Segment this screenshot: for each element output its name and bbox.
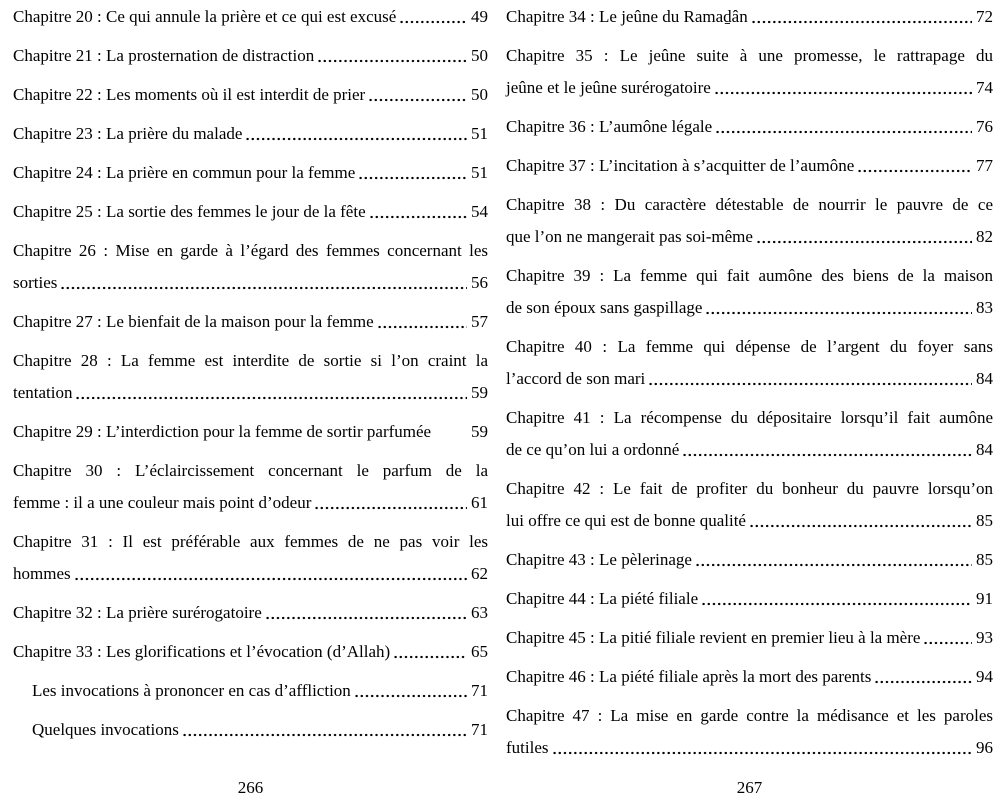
toc-entry-page-number: 94 (976, 667, 993, 686)
toc-entry-page-number: 71 (471, 720, 488, 739)
dot-leader (354, 675, 467, 707)
toc-entry (13, 196, 488, 228)
page-number-right: 267 (736, 778, 763, 797)
toc-entry-wrapped-line: Chapitre 47 : La mise en garde contre la médisance et les paroles (506, 706, 993, 725)
dot-leader (923, 622, 972, 654)
toc-entry-wrapped-line: Chapitre 39 : La femme qui fait aumône des biens de la maison (506, 266, 993, 285)
toc-entry (13, 526, 488, 590)
toc-entry (506, 150, 993, 182)
dot-leader (695, 544, 972, 576)
toc-entry-final-line (506, 583, 993, 615)
dot-leader (314, 487, 467, 519)
toc-entry-title: Chapitre 44 : La piété filiale (506, 589, 699, 608)
toc-entry (13, 157, 488, 189)
toc-entry-final-line (13, 196, 488, 228)
toc-entry-final-line (13, 636, 488, 668)
toc-entry-page-number: 62 (471, 564, 488, 583)
toc-entry-final-line (13, 597, 488, 629)
toc-entry-page-number: 50 (471, 85, 488, 104)
toc-entry-page-number: 72 (976, 7, 993, 26)
toc-entries-left (13, 0, 488, 746)
toc-entry-page-number: 49 (471, 7, 488, 26)
toc-entry (13, 118, 488, 150)
page-number-left: 266 (237, 778, 264, 797)
toc-entry (13, 1, 488, 33)
toc-entry-wrapped-line: Chapitre 38 : Du caractère détestable de nourrir le pauvre de ce (506, 195, 993, 214)
toc-entry-page-number: 57 (471, 312, 488, 331)
toc-entry-final-line (13, 157, 488, 189)
toc-entry-title: lui offre ce qui est de bonne qualité (506, 511, 746, 530)
toc-entry-final-line (32, 675, 488, 707)
toc-entry (506, 661, 993, 693)
toc-entry-page-number: 85 (976, 511, 993, 530)
dot-leader (317, 40, 467, 72)
toc-entry-final-line (13, 487, 488, 519)
toc-entry (13, 416, 488, 448)
toc-entry-title: sorties (13, 273, 58, 292)
toc-entry (506, 260, 993, 324)
dot-leader (358, 157, 467, 189)
toc-page-266 (13, 0, 488, 812)
dot-leader (648, 363, 972, 395)
toc-entries-right (506, 0, 993, 764)
toc-entry-title: Chapitre 46 : La piété filiale après la mort des parents (506, 667, 872, 686)
toc-entry-final-line (506, 72, 993, 104)
toc-entry-page-number: 61 (471, 493, 488, 512)
toc-entry (506, 700, 993, 764)
toc-entry (13, 79, 488, 111)
toc-entry (13, 235, 488, 299)
toc-entry-final-line (13, 558, 488, 590)
toc-entry-final-line (506, 661, 993, 693)
toc-entry-wrapped-line: Chapitre 26 : Mise en garde à l’égard des femmes concernant les (13, 241, 488, 260)
toc-entry-title: femme : il a une couleur mais point d’odeur (13, 493, 312, 512)
toc-entry-page-number: 77 (976, 156, 993, 175)
toc-entry-title: Chapitre 21 : La prosternation de distraction (13, 46, 315, 65)
dot-leader (60, 267, 467, 299)
toc-entry-final-line (13, 1, 488, 33)
toc-entry-page-number: 54 (471, 202, 488, 221)
dot-leader (74, 558, 467, 590)
toc-entry-final-line (506, 221, 993, 253)
toc-entry-title: de ce qu’on lui a ordonné (506, 440, 680, 459)
toc-entry-final-line (506, 292, 993, 324)
toc-entry-final-line (13, 416, 488, 448)
toc-entry (13, 455, 488, 519)
toc-entry-page-number: 71 (471, 681, 488, 700)
toc-entry (13, 597, 488, 629)
toc-entry (13, 675, 488, 707)
toc-entry-page-number: 51 (471, 163, 488, 182)
toc-entry-page-number: 65 (471, 642, 488, 661)
toc-entry (506, 189, 993, 253)
toc-entry-page-number: 76 (976, 117, 993, 136)
toc-entry-title: Chapitre 34 : Le jeûne du Ramaḏân (506, 7, 748, 26)
toc-entry-final-line (506, 544, 993, 576)
toc-entry-title: Chapitre 25 : La sortie des femmes le jour de la fête (13, 202, 366, 221)
toc-entry-wrapped-line: Chapitre 42 : Le fait de profiter du bonheur du pauvre lorsqu’on (506, 479, 993, 498)
toc-entry-title: Chapitre 23 : La prière du malade (13, 124, 243, 143)
toc-entry-wrapped-line: Chapitre 40 : La femme qui dépense de l’argent du foyer sans (506, 337, 993, 356)
toc-entry-final-line (13, 306, 488, 338)
toc-entry-title: Chapitre 37 : L’incitation à s’acquitter de l’aumône (506, 156, 855, 175)
dot-leader (874, 661, 972, 693)
toc-entry-page-number: 85 (976, 550, 993, 569)
dot-leader (399, 1, 467, 33)
toc-entry (506, 544, 993, 576)
toc-entry-title: tentation (13, 383, 73, 402)
toc-entry-final-line (506, 622, 993, 654)
toc-entry-wrapped-line: Chapitre 31 : Il est préférable aux femmes de ne pas voir les (13, 532, 488, 551)
dot-leader (368, 79, 467, 111)
toc-entry-title: Chapitre 32 : La prière surérogatoire (13, 603, 262, 622)
toc-entry-title: l’accord de son mari (506, 369, 646, 388)
toc-entry-title: Chapitre 45 : La pitié filiale revient en premier lieu à la mère (506, 628, 921, 647)
dot-leader (552, 732, 973, 764)
toc-entry-page-number: 51 (471, 124, 488, 143)
toc-entry (506, 622, 993, 654)
dot-leader (75, 377, 467, 409)
toc-page-267 (506, 0, 993, 812)
dot-leader (182, 714, 467, 746)
toc-entry-page-number: 56 (471, 273, 488, 292)
toc-entry-title: Les invocations à prononcer en cas d’affliction (32, 681, 351, 700)
toc-entry (506, 331, 993, 395)
dot-leader (265, 597, 467, 629)
toc-entry (506, 473, 993, 537)
toc-entry (13, 714, 488, 746)
toc-entry-final-line (506, 505, 993, 537)
dot-leader (715, 111, 972, 143)
toc-entry-page-number: 63 (471, 603, 488, 622)
toc-entry-title: Chapitre 22 : Les moments où il est interdit de prier (13, 85, 366, 104)
toc-entry-page-number: 59 (471, 383, 488, 402)
dot-leader (705, 292, 972, 324)
toc-entry-final-line (13, 40, 488, 72)
toc-entry-final-line (13, 118, 488, 150)
toc-entry-final-line (13, 377, 488, 409)
toc-entry-final-line (13, 79, 488, 111)
toc-entry (13, 306, 488, 338)
toc-entry-page-number: 74 (976, 78, 993, 97)
toc-entry-title: Chapitre 36 : L’aumône légale (506, 117, 713, 136)
toc-entry-final-line (506, 150, 993, 182)
toc-entry-page-number: 84 (976, 369, 993, 388)
toc-entry-title: Chapitre 33 : Les glorifications et l’évocation (d’Allah) (13, 642, 391, 661)
toc-entry-title: que l’on ne mangerait pas soi-même (506, 227, 753, 246)
toc-entry-title: jeûne et le jeûne surérogatoire (506, 78, 711, 97)
toc-entry-final-line (506, 1, 993, 33)
toc-entry (506, 583, 993, 615)
toc-entry-final-line (506, 434, 993, 466)
dot-leader (756, 221, 972, 253)
toc-entry (13, 345, 488, 409)
toc-entry-wrapped-line: Chapitre 30 : L’éclaircissement concernant le parfum de la (13, 461, 488, 480)
toc-entry (506, 1, 993, 33)
toc-entry-page-number: 82 (976, 227, 993, 246)
toc-entry (506, 402, 993, 466)
toc-entry-wrapped-line: Chapitre 35 : Le jeûne suite à une promesse, le rattrapage du (506, 46, 993, 65)
toc-entry-page-number: 91 (976, 589, 993, 608)
toc-entry-page-number: 83 (976, 298, 993, 317)
toc-entry-page-number: 93 (976, 628, 993, 647)
toc-entry-title: Chapitre 29 : L’interdiction pour la femme de sortir parfumée (13, 422, 432, 441)
dot-leader (701, 583, 972, 615)
dot-leader (751, 1, 972, 33)
toc-entry (506, 111, 993, 143)
toc-entry-title: Chapitre 24 : La prière en commun pour la femme (13, 163, 356, 182)
dot-leader (245, 118, 467, 150)
toc-entry-wrapped-line: Chapitre 28 : La femme est interdite de sortie si l’on craint la (13, 351, 488, 370)
toc-entry-title: hommes (13, 564, 71, 583)
toc-entry-final-line (13, 267, 488, 299)
toc-entry-wrapped-line: Chapitre 41 : La récompense du dépositaire lorsqu’il fait aumône (506, 408, 993, 427)
toc-entry-page-number: 96 (976, 738, 993, 757)
toc-entry-title: futiles (506, 738, 549, 757)
toc-entry-title: de son époux sans gaspillage (506, 298, 703, 317)
toc-entry (13, 636, 488, 668)
toc-entry-title: Chapitre 43 : Le pèlerinage (506, 550, 692, 569)
dot-leader (749, 505, 972, 537)
toc-entry-final-line (506, 732, 993, 764)
toc-entry (13, 40, 488, 72)
toc-entry-page-number: 84 (976, 440, 993, 459)
dot-leader (434, 416, 467, 448)
toc-entry-title: Chapitre 27 : Le bienfait de la maison pour la femme (13, 312, 374, 331)
dot-leader (369, 196, 467, 228)
toc-entry-page-number: 50 (471, 46, 488, 65)
dot-leader (393, 636, 467, 668)
toc-entry-final-line (506, 363, 993, 395)
toc-entry-page-number: 59 (471, 422, 488, 441)
toc-entry-final-line (32, 714, 488, 746)
dot-leader (682, 434, 972, 466)
toc-entry-title: Chapitre 20 : Ce qui annule la prière et ce qui est excusé (13, 7, 397, 26)
dot-leader (714, 72, 972, 104)
toc-entry-title: Quelques invocations (32, 720, 179, 739)
toc-entry-final-line (506, 111, 993, 143)
dot-leader (377, 306, 467, 338)
toc-entry (506, 40, 993, 104)
dot-leader (857, 150, 972, 182)
